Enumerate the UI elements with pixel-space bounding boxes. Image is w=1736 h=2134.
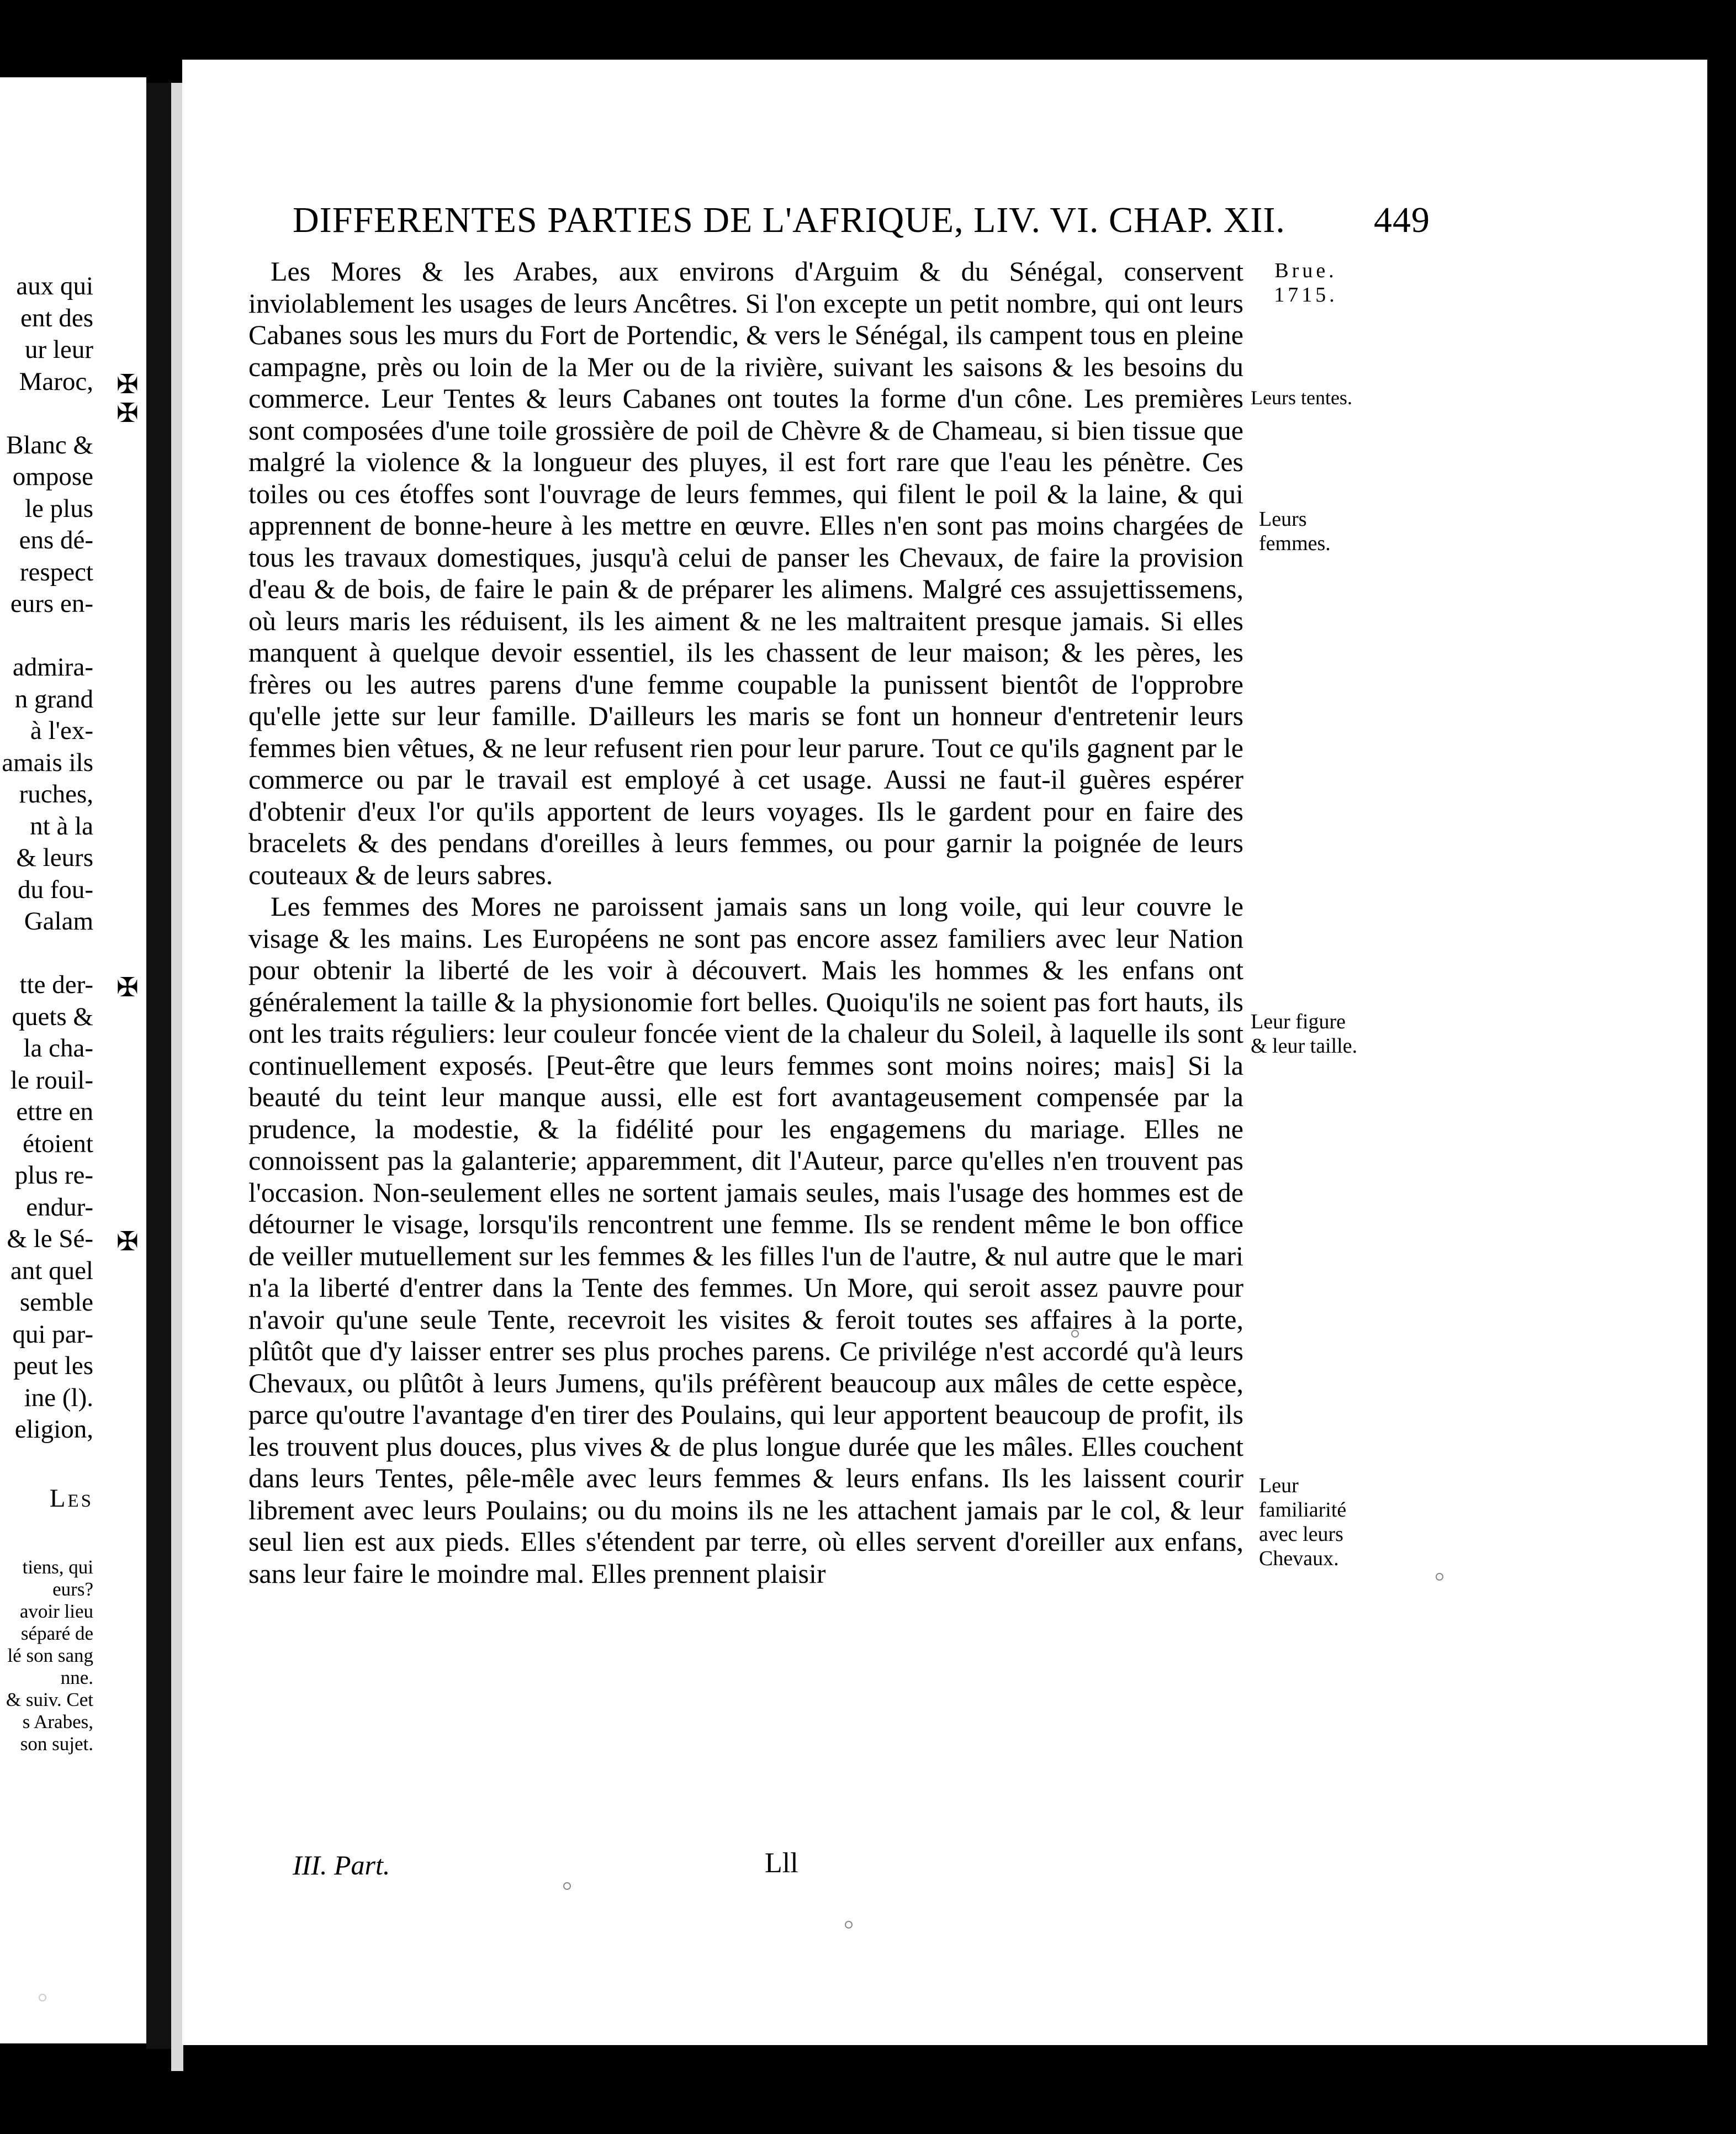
- cross-mark-icon: ✠: [116, 1227, 139, 1256]
- left-line: respect: [19, 558, 93, 587]
- left-line: quets &: [12, 1002, 93, 1031]
- page-edge: [171, 83, 183, 2071]
- margin-note-figure: Leur figure & leur taille.: [1251, 1010, 1358, 1058]
- left-note-line: avoir lieu: [19, 1600, 93, 1622]
- left-line: ur leur: [25, 335, 93, 364]
- left-line: ens dé-: [19, 526, 93, 554]
- left-line: n grand: [14, 685, 93, 714]
- running-title: DIFFERENTES PARTIES DE L'AFRIQUE, LIV. VI. CHAP. XII.: [293, 200, 1285, 240]
- cross-mark-icon: ✠: [116, 973, 139, 1002]
- book-page: [182, 60, 1707, 2045]
- body-text: [248, 256, 1243, 1589]
- margin-author: Brue.: [1274, 259, 1337, 282]
- left-line: endur-: [26, 1193, 93, 1222]
- cross-mark-icon: ✠: [116, 399, 139, 428]
- scan-speck: [39, 1994, 46, 2001]
- gathering-mark: Lll: [765, 1847, 798, 1879]
- left-line: ettre en: [16, 1097, 93, 1126]
- margin-note-tents: Leurs tentes.: [1251, 387, 1352, 409]
- left-line: & leurs: [16, 843, 93, 872]
- left-line: peut les: [13, 1351, 93, 1380]
- left-note-line: eurs?: [52, 1578, 93, 1600]
- running-head: [293, 202, 1430, 239]
- signature-mark: III. Part.: [293, 1850, 390, 1881]
- left-line: le plus: [24, 494, 93, 523]
- left-line: tte der-: [19, 970, 93, 999]
- left-line: du fou-: [17, 875, 93, 904]
- margin-year: 1715.: [1274, 283, 1338, 307]
- paragraph: Les femmes des Mores ne paroissent jamais sans un long voile, qui leur couvre le visage & les mains. Les Européens ne sont pas encore assez familiers avec leur Nation pour obtenir la liberté de les voir à découvert. Mais les hommes & les enfans ont généralement la taille & la physionomie fort belles. Quoiqu'ils ne soient pas fort hauts, ils ont les traits réguliers: leur couleur foncée vient de la chaleur du Soleil, à laquelle ils sont continuellement exposés. [Peut-être que leurs femmes sont moins noires; mais] Si la beauté du teint leur manque aussi, elle est fort avantageusement compensée par la prudence, la modestie, & la fidélité pour les engagemens du mariage. Elles ne connoissent pas la galanterie; apparemment, dit l'Auteur, parce qu'elles n'en trouvent pas l'occasion. Non-seulement elles ne sortent jamais seules, mais l'usage des hommes est de détourner le visage, lorsqu'ils rencontrent une femme. Ils se rendent même le bon office de veiller mutuellement sur les femmes & les filles l'un de l'autre, & nul autre que le mari n'a la liberté d'entrer dans la Tente des femmes. Un More, qui seroit assez pauvre pour n'avoir qu'une seule Tente, recevroit les visites & feroit toutes ses affaires à la porte, plûtôt que d'y laisser entrer ses plus proches parens. Ce privilége n'est accordé qu'à leurs Chevaux, ou plûtôt à leurs Jumens, qu'ils préfèrent beaucoup aux mâles de cette espèce, parce qu'outre l'avantage d'en tirer des Poulains, qui leur apportent beaucoup de profit, ils les trouvent plus douces, plus vives & de plus longue durée que les mâles. Elles couchent dans leurs Tentes, pêle-mêle avec leurs femmes & leurs enfans. Ils les laissent courir librement avec leurs Poulains; ou du moins ils ne les attachent jamais par le col, & leur seul lien est aux pieds. Elles s'étendent par terre, où elles servent d'oreiller aux enfans, sans leur faire le moindre mal. Elles prennent plaisir: [248, 891, 1243, 1589]
- left-line: la cha-: [23, 1034, 93, 1063]
- left-line: à l'ex-: [30, 716, 93, 745]
- left-line: semble: [19, 1288, 93, 1317]
- left-catchword: Les: [49, 1484, 93, 1513]
- margin-note-horses: Leur familiarité avec leurs Chevaux.: [1259, 1474, 1347, 1570]
- left-line: Galam: [24, 907, 93, 936]
- left-note-line: séparé de: [20, 1623, 93, 1644]
- left-line: admira-: [12, 653, 93, 682]
- left-line: le rouil-: [10, 1066, 93, 1095]
- margin-note-women: Leurs femmes.: [1259, 508, 1331, 555]
- left-note-line: tiens, qui: [22, 1556, 93, 1578]
- left-line: qui par-: [12, 1320, 93, 1349]
- left-line: ine (l).: [24, 1383, 93, 1412]
- left-line: & le Sé-: [7, 1224, 93, 1253]
- paper-speck: [563, 1882, 571, 1890]
- left-line: aux qui: [16, 272, 93, 300]
- paper-speck: [1071, 1330, 1079, 1338]
- left-line: eligion,: [14, 1415, 93, 1444]
- page-number: 449: [1374, 200, 1430, 240]
- left-line: ompose: [12, 462, 93, 491]
- left-line: étoient: [23, 1129, 93, 1158]
- left-line: Maroc,: [19, 367, 93, 396]
- margin-date: [1262, 258, 1350, 307]
- left-note-line: son sujet.: [20, 1733, 93, 1755]
- left-note-line: nne.: [60, 1667, 93, 1688]
- left-line: eurs en-: [10, 589, 93, 618]
- left-note-line: s Arabes,: [22, 1711, 93, 1732]
- book-gutter: [146, 83, 171, 2049]
- cross-mark-icon: ✠: [116, 370, 139, 399]
- left-line: plus re-: [14, 1161, 93, 1190]
- left-facing-page: [0, 77, 146, 2043]
- left-note-line: & suiv. Cet: [6, 1689, 93, 1710]
- paper-speck: [845, 1921, 853, 1929]
- left-note-line: lé son sang: [7, 1645, 93, 1666]
- left-line: Blanc &: [6, 431, 93, 459]
- paper-speck: [1436, 1573, 1443, 1581]
- left-line: ant quel: [10, 1256, 93, 1285]
- left-line: amais ils: [2, 748, 93, 777]
- left-line: ent des: [20, 304, 93, 332]
- left-line: nt à la: [30, 812, 93, 841]
- left-line: ruches,: [19, 780, 93, 809]
- paragraph: Les Mores & les Arabes, aux environs d'Arguim & du Sénégal, conservent inviolablement les usages de leurs Ancêtres. Si l'on excepte un petit nombre, qui ont leurs Cabanes sous les murs du Fort de Portendic, & vers le Sénégal, ils campent tous en pleine campagne, près ou loin de la Mer ou de la rivière, suivant les saisons & les besoins du commerce. Leur Tentes & leurs Cabanes ont toutes la forme d'un cône. Les premières sont composées d'une toile grossière de poil de Chèvre & de Chameau, si bien tissue que malgré la violence & la longueur des pluyes, il est fort rare que l'eau les pénètre. Ces toiles ou ces étoffes sont l'ouvrage de leurs femmes, qui filent le poil & la laine, & qui apprennent de bonne-heure à les mettre en œuvre. Elles n'en sont pas moins chargées de tous les travaux domestiques, jusqu'à celui de panser les Chevaux, de faire la provision d'eau & de bois, de faire le pain & de préparer les alimens. Malgré ces assujettissemens, où leurs maris les réduisent, ils les aiment & ne les maltraitent presque jamais. Si elles manquent à quelque devoir essentiel, ils les chassent de leur maison; & les pères, les frères ou les autres parens d'une femme coupable la punissent bientôt de l'opprobre qu'elle jette sur leur famille. D'ailleurs les maris se font un honneur d'entretenir leurs femmes bien vêtues, & ne leur refusent rien pour leur parure. Tout ce qu'ils gagnent par le commerce ou par le travail est employé à cet usage. Aussi ne faut-il guères espérer d'obtenir d'eux l'or qu'ils apportent de leurs voyages. Ils le gardent pour en faire des bracelets & des pendans d'oreilles à leurs femmes, ou pour garnir la poignée de leurs couteaux & de leurs sabres.: [248, 256, 1243, 890]
